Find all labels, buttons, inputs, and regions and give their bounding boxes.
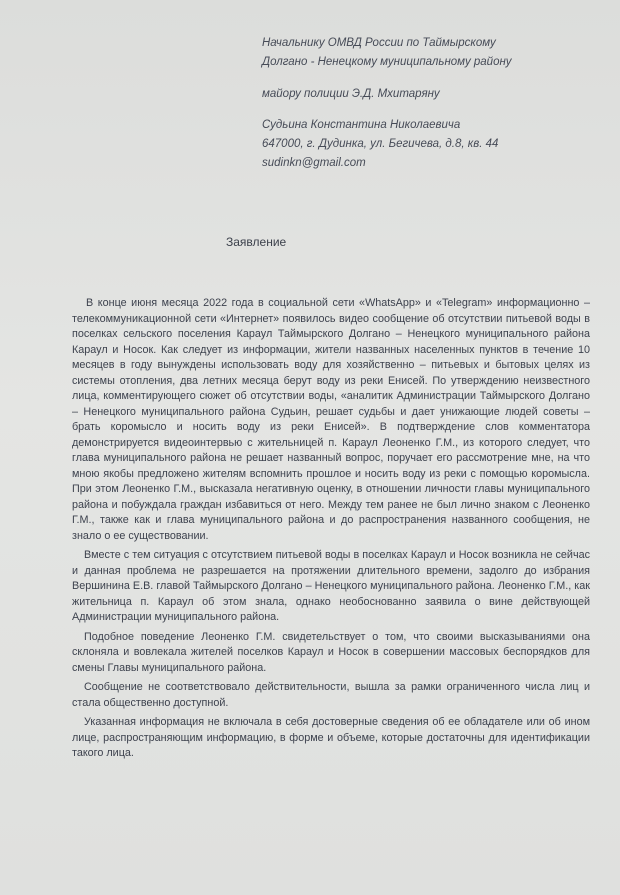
sender-name: Судьина Константина Николаевича: [262, 119, 461, 131]
addressee-line-3: майору полиции Э.Д. Мхитаряну: [262, 88, 440, 100]
document-body: [72, 296, 590, 766]
paragraph-4: Сообщение не соответствовало действительности, вышла за рамки ограниченного числа лиц и стала общественно доступной.: [72, 681, 590, 709]
paragraph-3: Подобное поведение Леоненко Г.М. свидетельствует о том, что своими высказываниями она склоняла и вовлекала жителей поселков Караул и Носок в совершении массовых беспорядков для смены Главы муниципального района.: [72, 630, 590, 674]
document-title: Заявление: [226, 235, 287, 249]
addressee-line-2: Долгано - Ненецкому муниципальному району: [262, 56, 512, 68]
paragraph-5: Указанная информация не включала в себя достоверные сведения об ее обладателе или об ином лице, распространяющим информацию, в форме и объеме, которые достаточны для идентификации такого лица.: [72, 716, 590, 759]
addressee-block: [262, 34, 602, 173]
paragraph-2: Вместе с тем ситуация с отсутствием питьевой воды в поселках Караул и Носок возникла не сейчас и данная проблема не разрешается на протяжении длительного времени, задолго до избрания Вершинина Е.В. главой Таймырского Долгано – Ненецкого муниципального района. Леоненко Г.М., как жительница п. Караул об этом знала, однако необоснованно заявила о вине действующей Администрации муниципального района.: [72, 549, 590, 623]
sender-email: sudinkn@gmail.com: [262, 157, 366, 169]
paragraph-1: В конце июня месяца 2022 года в социальной сети «WhatsApp» и «Telegram» информационно – телекоммуникационной сети «Интернет» появилось видео сообщение об отсутствии питьевой воды в поселках сельского поселения Караул Таймырского Долгано – Ненецкого муниципального района Караул и Носок. Как следует из информации, жители названных населенных пунктов в течение 10 месяцев в году вынуждены использовать воду для хозяйственно – питьевых и бытовых целях из системы отопления, два летних месяца берут воду из реки Енисей. По утверждению неизвестного лица, комментирующего сюжет об отсутствии воды, «аналитик Администрации Таймырского Долгано – Ненецкого муниципального района Судьин, решает судьбы и дает унижающие людей советы – брать коромысло и носить воду из реки Енисей». В подтверждение слов комментатора демонстрируется видеоинтервью с жительницей п. Караул Леоненко Г.М., из которого следует, что глава муниципального района не решает названный вопрос, поручает его рассмотрение мне, на что мною якобы предложено жителям вспомнить прошлое и носить воду из реки с помощью коромысла. При этом Леоненко Г.М., высказала негативную оценку, в отношении личности главы муниципального района и побуждала граждан избавиться от него. Между тем ранее не был лично знаком с Леоненко Г.М., также как и глава муниципального района и до распространения названного сообщения, не знало о ее существовании.: [72, 297, 590, 542]
sender-address: 647000, г. Дудинка, ул. Бегичева, д.8, кв. 44: [262, 138, 499, 150]
addressee-line-1: Начальнику ОМВД России по Таймырскому: [262, 37, 496, 49]
